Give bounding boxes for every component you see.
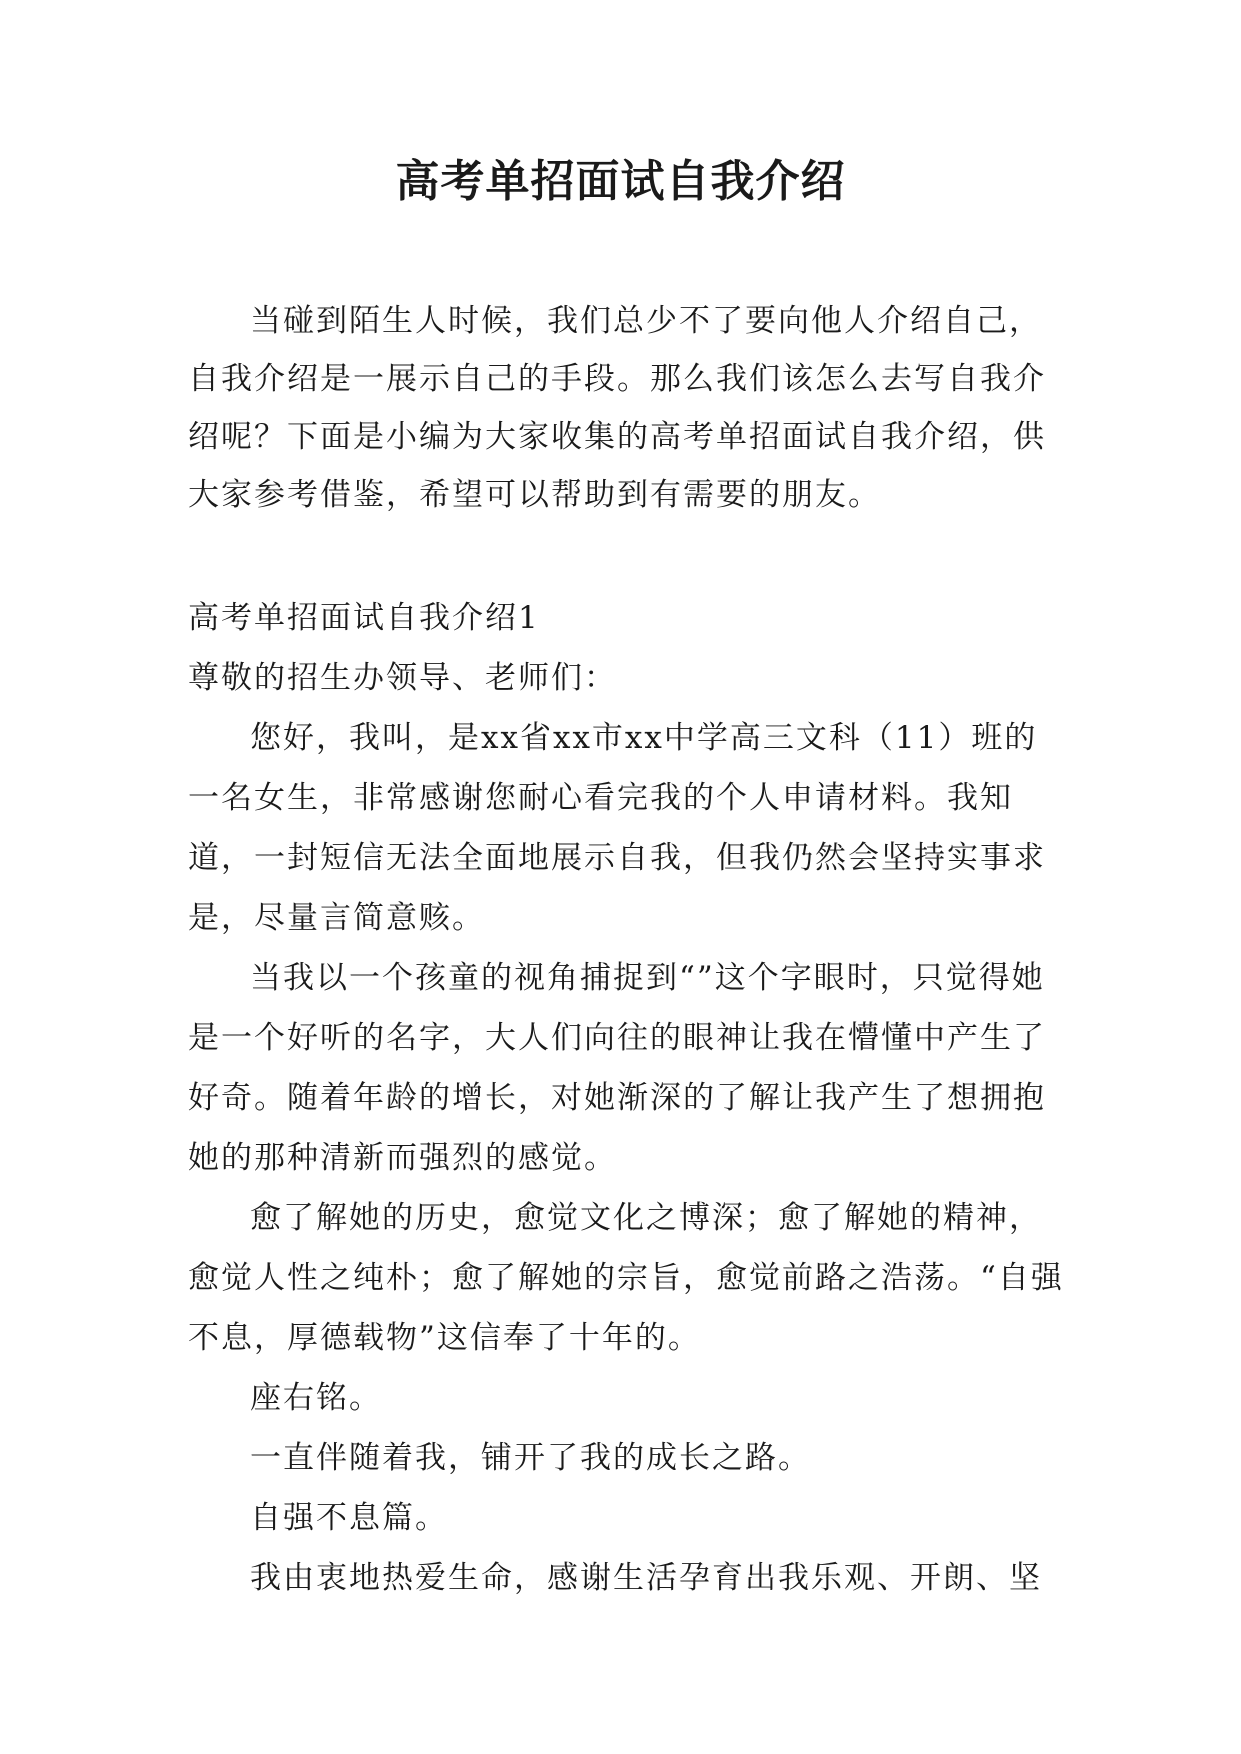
body-paragraph: 当我以一个孩童的视角捕捉到“”这个字眼时，只觉得她是一个好听的名字，大人们向往的眼神让我在懵懂中产生了好奇。随着年龄的增长，对她渐深的了解让我产生了想拥抱她的那种清新而强烈的感觉。 [188,960,1046,1176]
body-paragraph: 自强不息篇。 [250,1500,448,1536]
section-heading: 高考单招面试自我介绍1 [188,600,540,636]
body-paragraph: 愈了解她的历史，愈觉文化之博深；愈了解她的精神，愈觉人性之纯朴；愈了解她的宗旨，愈觉前路之浩荡。“自强不息，厚德载物”这信奉了十年的。 [188,1200,1064,1356]
salutation: 尊敬的招生办领导、老师们： [188,660,617,696]
intro-paragraph: 当碰到陌生人时候，我们总少不了要向他人介绍自己，自我介绍是一展示自己的手段。那么我们该怎么去写自我介绍呢？下面是小编为大家收集的高考单招面试自我介绍，供大家参考借鉴，希望可以帮助到有需要的朋友。 [188,303,1046,513]
body-paragraph: 座右铭。 [250,1380,382,1416]
body-paragraph: 一直伴随着我，铺开了我的成长之路。 [250,1440,811,1476]
body-paragraph: 您好，我叫，是xx省xx市xx中学高三文科（11）班的一名女生，非常感谢您耐心看完我的个人申请材料。我知道，一封短信无法全面地展示自我，但我仍然会坚持实事求是，尽量言简意赅。 [188,720,1046,936]
body-paragraph: 我由衷地热爱生命，感谢生活孕育出我乐观、开朗、坚 [250,1560,1042,1596]
article-body [188,588,1068,1608]
document-title: 高考单招面试自我介绍 [395,156,846,207]
